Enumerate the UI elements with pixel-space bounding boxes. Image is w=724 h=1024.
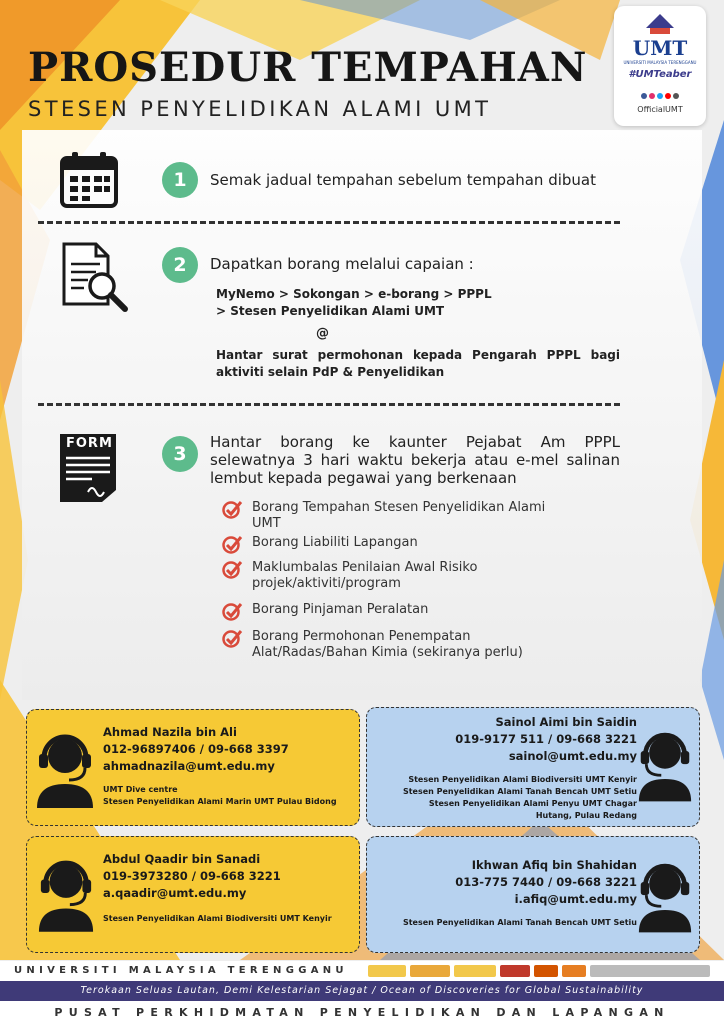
document-search-icon xyxy=(60,240,130,314)
page-title: PROSEDUR TEMPAHAN xyxy=(28,44,588,91)
contact-phone: 019-3973280 / 09-668 3221 xyxy=(103,869,281,883)
social-icons xyxy=(614,84,706,103)
step-3-number: 3 xyxy=(162,436,198,472)
contact-email[interactable]: i.afiq@umt.edu.my xyxy=(514,892,637,906)
check-icon xyxy=(222,499,244,519)
contact-location: Stesen Penyelidikan Alami Tanah Bencah UMT Setiu xyxy=(402,918,637,927)
step-2-path-line1: MyNemo > Sokongan > e-borang > PPPL xyxy=(216,287,492,301)
form-label: FORM xyxy=(66,436,113,451)
check-icon xyxy=(222,601,244,621)
checklist xyxy=(222,500,552,665)
contact-location: Stesen Penyelidikan Alami Biodiversiti UMT Kenyir xyxy=(103,914,332,923)
list-item xyxy=(222,629,552,665)
headset-person-icon xyxy=(37,855,95,933)
footer-university: UNIVERSITI MALAYSIA TERENGGANU xyxy=(14,965,348,976)
contact-email[interactable]: a.qaadir@umt.edu.my xyxy=(103,886,247,900)
footer-slogan: Terokaan Seluas Lautan, Demi Kelestarian Sejagat / Ocean of Discoveries for Global Sustainability xyxy=(0,981,724,1001)
step-1-number: 1 xyxy=(162,162,198,198)
contact-name: Abdul Qaadir bin Sanadi xyxy=(103,852,261,866)
form-icon xyxy=(58,432,118,504)
checklist-item-text: Borang Permohonan Penempatan Alat/Radas/Bahan Kimia (sekiranya perlu) xyxy=(252,629,523,660)
check-icon xyxy=(222,534,244,554)
logo-social-handle: OfficialUMT xyxy=(637,105,683,114)
contact-location: UMT Dive centre xyxy=(103,785,178,794)
page-subtitle: STESEN PENYELIDIKAN ALAMI UMT xyxy=(28,97,492,121)
list-item xyxy=(222,535,552,560)
contact-card xyxy=(26,709,360,826)
check-icon xyxy=(222,628,244,648)
footer-university-bar xyxy=(0,961,724,981)
checklist-item-text: Borang Liabiliti Lapangan xyxy=(252,535,418,550)
list-item xyxy=(222,602,552,629)
calendar-icon xyxy=(60,152,118,208)
footer-centre: PUSAT PERKHIDMATAN PENYELIDIKAN DAN LAPANGAN xyxy=(0,1001,724,1024)
logo-small-text: UNIVERSITI MALAYSIA TERENGGANU xyxy=(623,60,697,65)
contact-email[interactable]: ahmadnazila@umt.edu.my xyxy=(103,759,275,773)
step-2-number: 2 xyxy=(162,247,198,283)
headset-person-icon xyxy=(637,726,693,804)
step-2-or: @ xyxy=(316,326,329,341)
contact-location: Stesen Penyelidikan Alami Marin UMT Pulau Bidong xyxy=(103,797,337,806)
contact-location: Stesen Penyelidikan Alami Penyu UMT Chagar Hutang, Pulau Redang xyxy=(428,799,637,820)
logo-emblem-icon xyxy=(646,14,674,36)
contact-email[interactable]: sainol@umt.edu.my xyxy=(508,749,637,763)
list-item xyxy=(222,560,552,602)
logo-tagline: #UMTeaber xyxy=(628,69,692,80)
checklist-item-text: Borang Pinjaman Peralatan xyxy=(252,602,429,617)
contact-name: Ikhwan Afiq bin Shahidan xyxy=(471,858,637,872)
contact-card xyxy=(366,707,700,827)
check-icon xyxy=(222,559,244,579)
contact-card xyxy=(26,836,360,953)
list-item xyxy=(222,500,552,535)
contact-location: Stesen Penyelidikan Alami Biodiversiti UMT Kenyir xyxy=(408,775,637,784)
umt-logo xyxy=(614,6,706,126)
step-1-text: Semak jadual tempahan sebelum tempahan dibuat xyxy=(210,171,596,189)
contact-name: Sainol Aimi bin Saidin xyxy=(495,715,637,729)
contact-card xyxy=(366,836,700,953)
logo-name: UMT xyxy=(632,36,688,60)
contact-name: Ahmad Nazila bin Ali xyxy=(103,725,237,739)
step-2-path-line2: > Stesen Penyelidikan Alami UMT xyxy=(216,304,445,318)
contact-location: Stesen Penyelidikan Alami Tanah Bencah UMT Setiu xyxy=(402,787,637,796)
step-2-text: Dapatkan borang melalui capaian : xyxy=(210,255,474,273)
contact-phone: 012-96897406 / 09-668 3397 xyxy=(103,742,289,756)
checklist-item-text: Maklumbalas Penilaian Awal Risiko projek/aktiviti/program xyxy=(252,560,478,591)
headset-person-icon xyxy=(35,730,95,808)
divider xyxy=(38,403,620,406)
headset-person-icon xyxy=(637,857,693,935)
checklist-item-text: Borang Tempahan Stesen Penyelidikan Alami UMT xyxy=(252,500,546,531)
contact-phone: 019-9177 511 / 09-668 3221 xyxy=(455,732,637,746)
divider xyxy=(38,221,620,224)
step-2-alt-text: Hantar surat permohonan kepada Pengarah PPPL bagi aktiviti selain PdP & Penyelidikan xyxy=(216,348,620,379)
step-3-text: Hantar borang ke kaunter Pejabat Am PPPL selewatnya 3 hari waktu bekerja atau e-mel salinan lembut kepada pegawai yang berkenaan xyxy=(210,433,620,487)
contact-phone: 013-775 7440 / 09-668 3221 xyxy=(455,875,637,889)
